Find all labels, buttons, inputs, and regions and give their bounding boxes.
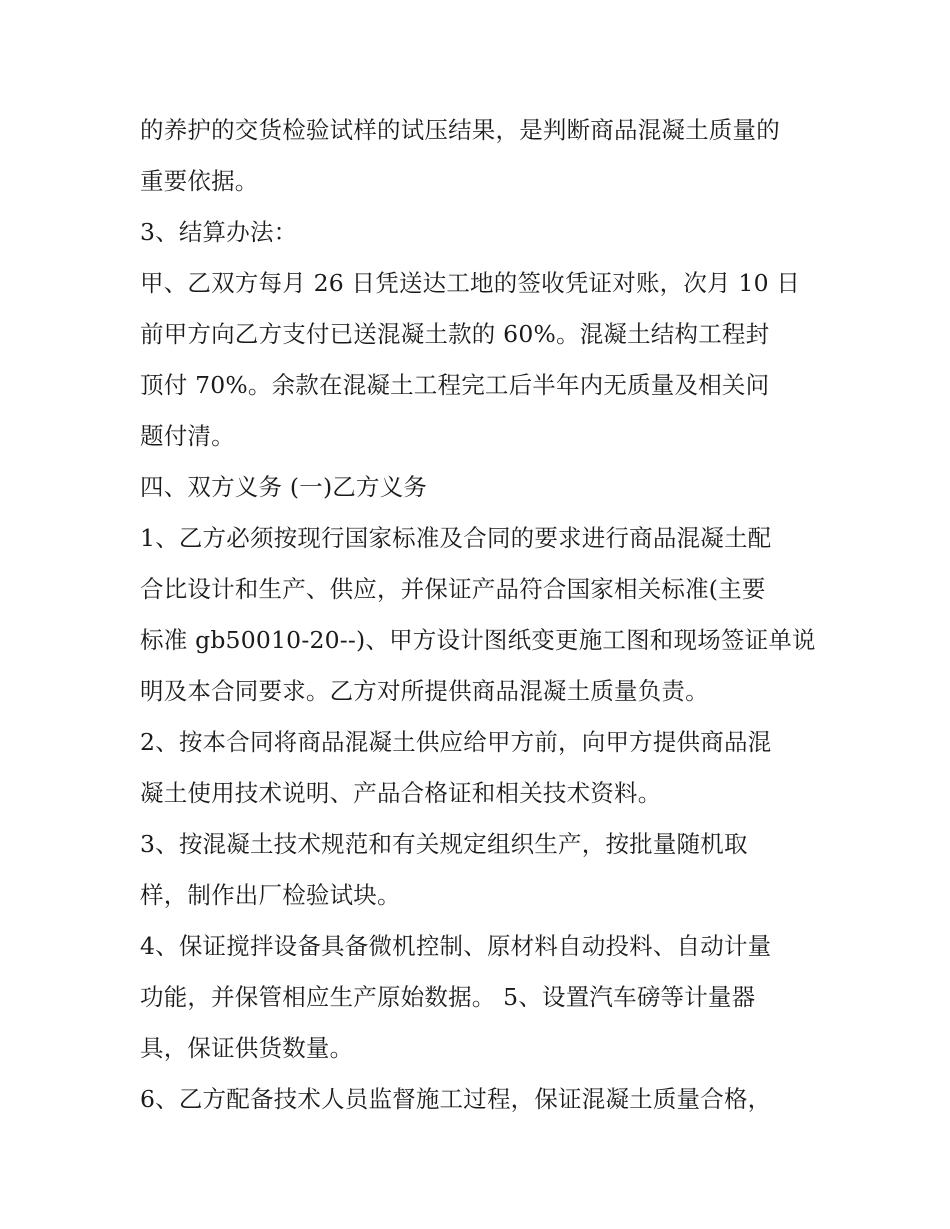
- text-line: 2、按本合同将商品混凝土供应给甲方前，向甲方提供商品混: [140, 728, 772, 756]
- text-line: 重要依据。: [140, 167, 259, 195]
- text-line: 3、按混凝土技术规范和有关规定组织生产，按批量随机取: [140, 830, 748, 858]
- text-line: 的养护的交货检验试样的试压结果，是判断商品混凝土质量的: [140, 116, 780, 144]
- text-line: 凝土使用技术说明、产品合格证和相关技术资料。: [140, 779, 662, 807]
- text-line: 6、乙方配备技术人员监督施工过程，保证混凝土质量合格，: [140, 1085, 772, 1113]
- text-line: 1、乙方必须按现行国家标准及合同的要求进行商品混凝土配: [140, 524, 772, 552]
- text-line: 标准 gb50010-20--)、甲方设计图纸变更施工图和现场签证单说: [140, 626, 816, 654]
- text-line: 前甲方向乙方支付已送混凝土款的 60%。混凝土结构工程封: [140, 320, 770, 348]
- text-line: 明及本合同要求。乙方对所提供商品混凝土质量负责。: [140, 677, 709, 705]
- text-line: 甲、乙双方每月 26 日凭送达工地的签收凭证对账，次月 10 日: [140, 269, 801, 297]
- section-heading: 3、结算办法：: [140, 218, 298, 246]
- text-line: 顶付 70%。余款在混凝土工程完工后半年内无质量及相关问: [140, 371, 770, 399]
- text-line: 样，制作出厂检验试块。: [140, 881, 401, 909]
- document-body: [140, 105, 820, 1125]
- text-line: 题付清。: [140, 422, 235, 450]
- text-line: 功能，并保管相应生产原始数据。 5、设置汽车磅等计量器: [140, 983, 756, 1011]
- text-line: 具，保证供货数量。: [140, 1034, 354, 1062]
- text-line: 合比设计和生产、供应，并保证产品符合国家相关标准(主要: [140, 575, 766, 603]
- section-heading: 四、双方义务 (一)乙方义务: [140, 473, 428, 501]
- text-line: 4、保证搅拌设备具备微机控制、原材料自动投料、自动计量: [140, 932, 772, 960]
